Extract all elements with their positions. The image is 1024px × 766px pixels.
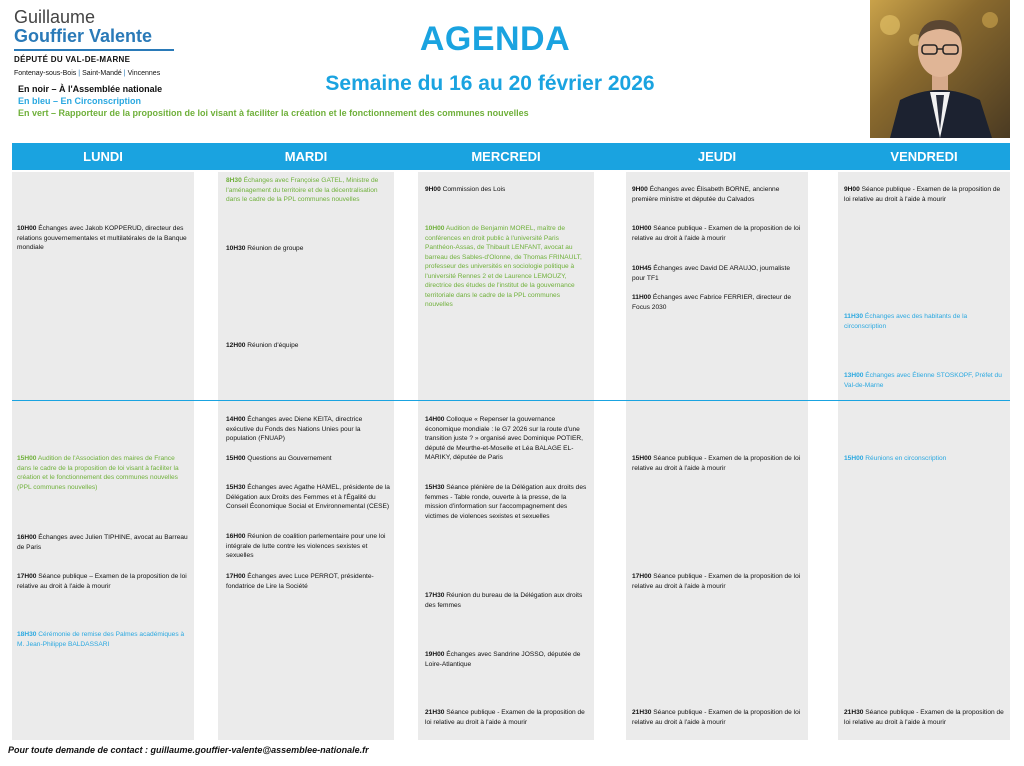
event-vendredi-3: 13H00 Échanges avec Étienne STOSKOPF, Préfet du Val-de-Marne [844, 372, 1002, 389]
town: Saint-Mandé [82, 70, 122, 77]
portrait-photo [870, 0, 1010, 138]
day-header-mercredi: MERCREDI [471, 149, 541, 164]
town: Vincennes [127, 70, 161, 77]
event-vendredi-4: 15H00 Réunions en circonscription [844, 455, 947, 462]
event-mercredi-6: 19H00 Échanges avec Sandrine JOSSO, députée de Loire-Atlantique [425, 651, 581, 668]
event-mardi-1: 8H30 Échanges avec Françoise GATEL, Ministre de l'aménagement du territoire et de la décentralisation dans le cadre de la PPL communes nouvelles [226, 177, 379, 203]
event-lundi-5: 18H30 Cérémonie de remise des Palmes académiques à M. Jean-Philippe BALDASSARI [17, 631, 185, 648]
midday-divider [12, 400, 1010, 401]
week-subtitle: Semaine du 16 au 20 février 2026 [325, 72, 655, 95]
event-mardi-5: 15H00 Questions au Gouvernement [226, 455, 332, 462]
event-lundi-4: 17H00 Séance publique – Examen de la proposition de loi relative au droit à l'aide à mourir [17, 573, 187, 590]
event-mardi-6: 15H30 Échanges avec Agathe HAMEL, présidente de la Délégation aux Droits des Femmes et à l'Égalité du Conseil Économique Social et Environnemental (CESE) [226, 484, 390, 510]
contact-footer: Pour toute demande de contact : guillaume.gouffier-valente@assemblee-nationale.fr [8, 745, 369, 755]
event-lundi-3: 16H00 Échanges avec Julien TIPHINE, avocat au Barreau de Paris [17, 534, 188, 551]
logo-towns: Fontenay-sous-Bois | Saint-Mandé | Vincennes [14, 70, 161, 77]
logo-first-name: Guillaume [14, 7, 96, 27]
day-header-lundi: LUNDI [83, 149, 123, 164]
event-mardi-8: 17H00 Échanges avec Luce PERROT, présidente-fondatrice de Lire la Société [226, 573, 374, 590]
event-mardi-3: 12H00 Réunion d'équipe [226, 342, 299, 349]
event-mardi-7: 16H00 Réunion de coalition parlementaire pour une loi intégrale de lutte contre les violences sexistes et sexuelles [226, 533, 386, 559]
event-jeudi-2: 10H00 Séance publique - Examen de la proposition de loi relative au droit à l'aide à mourir [632, 225, 801, 242]
event-mercredi-3: 14H00 Colloque « Repenser la gouvernance économique mondiale : le G7 2026 sur la route d'une transition juste ? » organisé avec Dominique POTIER, député de Meurthe-et-Moselle et Léa BALAGE EL-MARIKY, députée de Paris [425, 416, 583, 461]
day-header-jeudi: JEUDI [697, 149, 737, 164]
day-header-mardi: MARDI [284, 149, 328, 164]
logo-divider [14, 49, 174, 51]
event-jeudi-4: 11H00 Échanges avec Fabrice FERRIER, directeur de Focus 2030 [632, 294, 792, 311]
event-mardi-4: 14H00 Échanges avec Diene KEITA, directrice exécutive du Fonds des Nations Unies pour la population (FNUAP) [226, 416, 363, 442]
event-mercredi-5: 17H30 Réunion du bureau de la Délégation aux droits des femmes [425, 592, 583, 609]
event-jeudi-1: 9H00 Échanges avec Élisabeth BORNE, ancienne première ministre et députée du Calvados [632, 186, 780, 203]
event-mercredi-1: 9H00 Commission des Lois [425, 186, 506, 193]
event-lundi-2: 15H00 Audition de l'Association des maires de France dans le cadre de la proposition de loi visant à faciliter la création et le fonctionnement des communes nouvelles (PPL communes nouvelles) [17, 455, 179, 491]
event-vendredi-5: 21H30 Séance publique - Examen de la proposition de loi relative au droit à l'aide à mourir [844, 709, 1004, 726]
event-mercredi-2: 10H00 Audition de Benjamin MOREL, maître de conférences en droit public à l'université Paris Panthéon-Assas, de Thibault LENFANT, avocat au barreau des Sables-d'Olonne, de Thomas FRINAULT, professeur des universités en sociologie politique à l'université Rennes 2 et de Laurence LEMOUZY, directrice des études de l'institut de la gouvernance territoriale dans le cadre de la PPL communes nouvelles [425, 225, 582, 308]
page-title: AGENDA [419, 20, 571, 58]
event-vendredi-1: 9H00 Séance publique - Examen de la proposition de loi relative au droit à l'aide à mourir [844, 186, 1001, 203]
legend-black: En noir – À l'Assemblée nationale [18, 84, 163, 94]
legend-blue: En bleu – En Circonscription [18, 96, 142, 106]
event-lundi-1: 10H00 Échanges avec Jakob KOPPERUD, directeur des relations gouvernementales et multilatérales de la Banque mondiale [17, 225, 187, 251]
event-mercredi-4: 15H30 Séance plénière de la Délégation aux droits des femmes - Table ronde, ouverte à la presse, de la mission d'information sur l'accompagnement des victimes de violences sexistes et sexuelles [425, 484, 587, 520]
event-jeudi-3: 10H45 Échanges avec David DE ARAUJO, journaliste pour TF1 [632, 265, 790, 282]
logo-deputy-title: DÉPUTÉ DU VAL-DE-MARNE [14, 55, 131, 64]
event-jeudi-7: 21H30 Séance publique - Examen de la proposition de loi relative au droit à l'aide à mourir [632, 709, 801, 726]
logo [14, 8, 189, 77]
event-mercredi-7: 21H30 Séance publique - Examen de la proposition de loi relative au droit à l'aide à mourir [425, 709, 585, 726]
event-vendredi-2: 11H30 Échanges avec des habitants de la circonscription [844, 313, 968, 330]
logo-last-name: Gouffier Valente [14, 26, 153, 46]
town: Fontenay-sous-Bois [14, 70, 77, 77]
event-mardi-2: 10H30 Réunion de groupe [226, 245, 304, 252]
event-jeudi-6: 17H00 Séance publique - Examen de la proposition de loi relative au droit à l'aide à mourir [632, 573, 801, 590]
day-header-vendredi: VENDREDI [890, 149, 958, 164]
event-jeudi-5: 15H00 Séance publique - Examen de la proposition de loi relative au droit à l'aide à mourir [632, 455, 801, 472]
legend-green: En vert – Rapporteur de la proposition de loi visant à faciliter la création et le fonctionnement des communes nouvelles [18, 108, 529, 118]
